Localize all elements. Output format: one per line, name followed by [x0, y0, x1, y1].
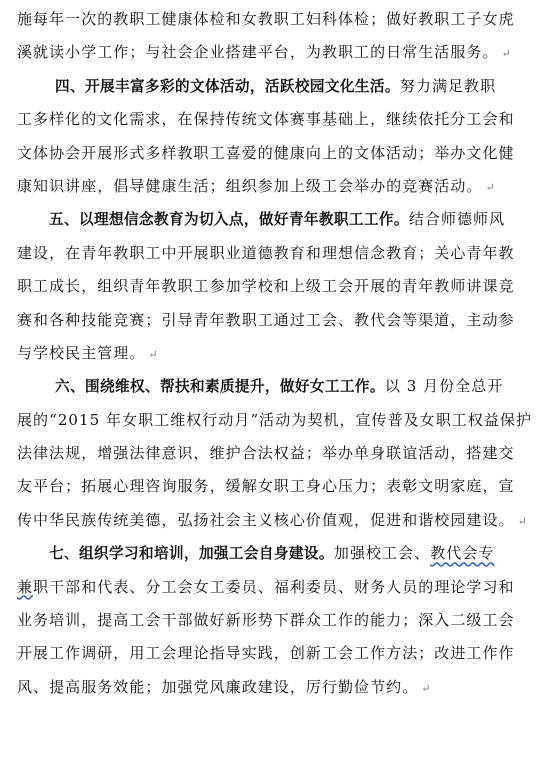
- text-line: 文体协会开展形式多样教职工喜爱的健康向上的文体活动；举办文化健: [17, 143, 515, 162]
- text-line: [17, 504, 544, 537]
- section-7-paragraph: [17, 537, 544, 704]
- spellcheck-underlined-text: 兼: [17, 577, 34, 596]
- line-text: 与学校民主管理。: [17, 343, 146, 362]
- line-text: 康知识讲座，倡导健康生活；组织参加上级工会举办的竞赛活动。: [17, 176, 483, 195]
- text-line: 友平台；拓展心理咨询服务，缓解女职工身心压力；表彰文明家庭，宣: [17, 477, 515, 496]
- text-line: [17, 70, 544, 103]
- section-7-heading: 七、组织学习和培训，加强工会自身建设。: [49, 545, 334, 563]
- line-text: 溪就读小学工作；与社会企业搭建平台，为教职工的日常生活服务。: [17, 43, 499, 62]
- line-text: 加强校工会、: [333, 544, 431, 563]
- text-line: [17, 537, 544, 570]
- line-text: 风、提高服务效能；加强党风廉政建设，厉行勤俭节约。: [17, 677, 419, 696]
- text-line: [17, 671, 544, 704]
- line-text: 努力满足教职: [399, 76, 497, 95]
- text-line: [17, 170, 544, 203]
- text-line: [17, 203, 544, 236]
- paragraph-mark-icon: ↵: [421, 681, 431, 695]
- section-6-heading: 六、围绕维权、帮扶和素质提升，做好女工工作。: [55, 378, 385, 396]
- paragraph-mark-icon: ↵: [148, 347, 158, 361]
- line-text: 结合师德师风: [408, 210, 506, 229]
- line-text: 传中华民族传统美德，弘扬社会主义核心价值观，促进和谐校园建设。: [17, 510, 515, 529]
- text-line: 展的“2015 年女职工维权行动月”活动为契机，宣传普及女职工权益保护: [17, 410, 533, 429]
- text-line: 开展工作调研，用工会理论指导实践，创新工会工作方法；改进工作作: [17, 644, 515, 663]
- text-line: 赛和各种技能竞赛；引导青年教职工通过工会、教代会等渠道，主动参: [17, 310, 515, 329]
- section-5-heading: 五、以理想信念教育为切入点，做好青年教职工工作。: [49, 211, 409, 229]
- section-5-paragraph: [17, 203, 544, 370]
- paragraph-mark-icon: ↵: [517, 514, 527, 528]
- intro-paragraph: [17, 3, 544, 70]
- text-line: 建设，在青年教职工中开展职业道德教育和理想信念教育；关心青年教: [17, 243, 515, 262]
- line-text: 以 3 月份全总开: [384, 377, 504, 396]
- text-line: 业务培训，提高工会干部做好新形势下群众工作的能力；深入二级工会: [17, 611, 515, 630]
- text-line: [17, 36, 544, 69]
- text-line: 法律法规，增强法律意识，维护合法权益；举办单身联谊活动，搭建交: [17, 444, 515, 463]
- text-line: 工多样化的文化需求，在保持传统文体赛事基础上，继续依托分工会和: [17, 110, 515, 129]
- section-4-heading: 四、开展丰富多彩的文体活动，活跃校园文化生活。: [55, 77, 400, 95]
- spellcheck-underlined-text: 教代会专: [430, 544, 495, 563]
- paragraph-mark-icon: ↵: [485, 180, 495, 194]
- line-text: 职干部和代表、分工会女工委员、福利委员、财务人员的理论学习和: [33, 577, 515, 596]
- paragraph-mark-icon: ↵: [501, 47, 511, 61]
- text-line: [17, 370, 544, 403]
- text-line: [17, 571, 544, 604]
- section-4-paragraph: [17, 70, 544, 204]
- text-line: 施每年一次的教职工健康体检和女教职工妇科体检；做好教职工子女虎: [17, 10, 515, 28]
- text-line: [17, 337, 544, 370]
- section-6-paragraph: [17, 370, 544, 537]
- text-line: 职工成长，组织青年教职工参加学校和上级工会开展的青年教师讲课竞: [17, 277, 515, 296]
